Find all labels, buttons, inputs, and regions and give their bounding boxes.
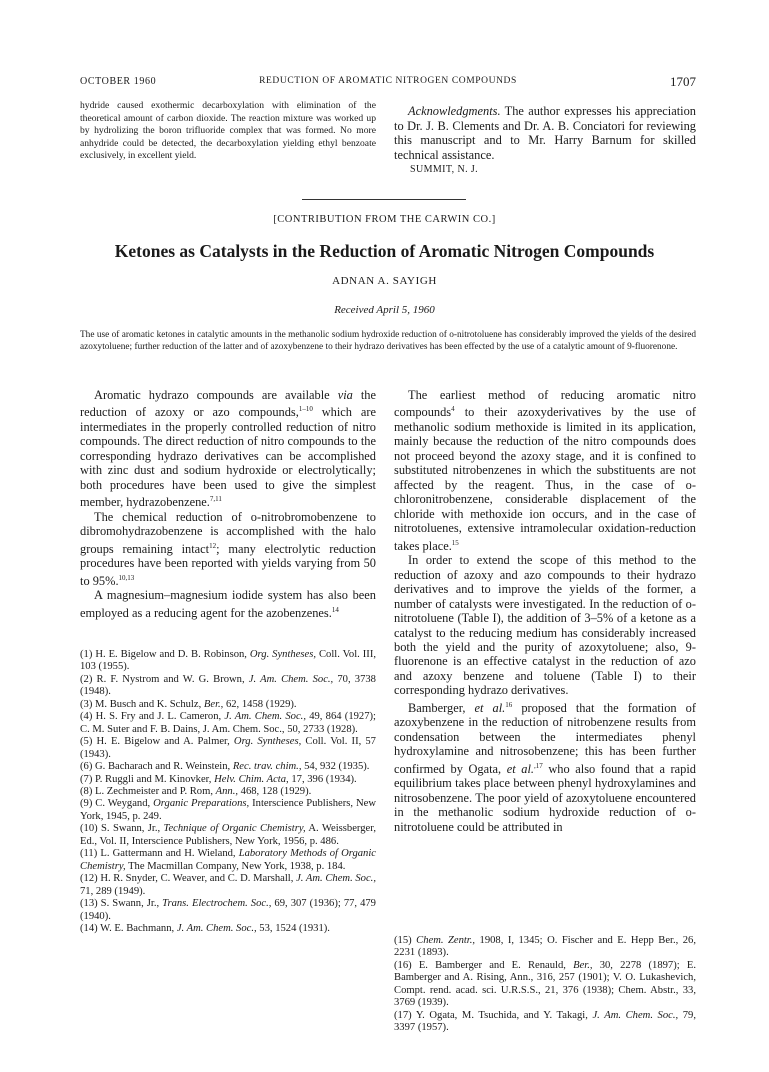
acknowledgments-label: Acknowledgments. [408, 104, 501, 118]
reference-item: (17) Y. Ogata, M. Tsuchida, and Y. Takagi, J. Am. Chem. Soc., 79, 3397 (1957). [394, 1009, 696, 1034]
references-right [394, 935, 696, 1035]
reference-item: (6) G. Bacharach and R. Weinstein, Rec. trav. chim., 54, 932 (1935). [80, 761, 370, 773]
reference-item: (11) L. Gattermann and H. Wieland, Laboratory Methods of Organic Chemistry, The Macmillan Company, New York, 1938, p. 184. [80, 848, 376, 872]
header-title: REDUCTION OF AROMATIC NITROGEN COMPOUNDS [259, 76, 517, 86]
received-date: Received April 5, 1960 [334, 304, 435, 316]
reference-item: (8) L. Zechmeister and P. Rom, Ann., 468, 128 (1929). [80, 785, 312, 797]
body-paragraph: A magnesium–magnesium iodide system has also been employed as a reducing agent for the azobenzenes.$^{14}$ [80, 588, 376, 620]
reference-item: (4) H. S. Fry and J. L. Cameron, J. Am. Chem. Soc., 49, 864 (1927); C. M. Suter and F. B. Dains, J. Am. Chem. Soc., 50, 2733 (1928). [80, 711, 376, 735]
reference-item: (10) S. Swann, Jr., Technique of Organic Chemistry, A. Weissberger, Ed., Vol. II, Interscience Publishers, New York, 1956, p. 486. [80, 823, 376, 847]
prev-article-paragraph: hydride caused exothermic decarboxylation with elimination of the theoretical amount of carbon dioxide. The reaction mixture was worked up by hydrolizing the boron trifluoride complex that was formed. No more anhydride could be detected, the decarboxylation yielding ethyl benzoate exclusively, in excellent yield. [80, 100, 376, 162]
body-paragraph: In order to extend the scope of this method to the reduction of azoxy and azo compounds to their hydrazo derivatives and to improve the yields of the former, a number of catalysts were investigated. In the reduction of o-nitrotoluene (Table I), the addition of 3–5% of a ketone as a catalyst to the reducing medium has considerably increased both the yield and the purity of azoxytoluene; also, 9-fluorenone is an effective catalyst in the reduction of azo and azoxy benzene and toluene (Table I) to their corresponding hydrazo derivatives. [394, 553, 696, 698]
acknowledgments [394, 104, 696, 175]
reference-item: (14) W. E. Bachmann, J. Am. Chem. Soc., 53, 1524 (1931). [80, 922, 330, 934]
reference-item: (15) Chem. Zentr., 1908, I, 1345; O. Fischer and E. Hepp Ber., 26, 2231 (1893). [394, 935, 697, 959]
header-date: OCTOBER 1960 [80, 76, 157, 87]
acknowledgments-text: The author expresses his appreciation to Dr. J. B. Clements and Dr. A. B. Conciatori for reviewing this manuscript and to Mr. Harry Barnum for skilled technical assistance. [394, 104, 696, 162]
body-paragraph: The earliest method of reducing aromatic nitro compounds$^4$ to their azoxyderivatives by the use of methanolic sodium methoxide is limited in its application, mainly because the reduction of the nitro compounds does not proceed beyond the azoxy stage, and it is confined to substituted nitrobenzenes in which the substituents are not affected by the reagent. Thus, in the case of o-chloronitrobenzene, considerable displacement of the chloride with methoxide ion occurs, and in the case of nitrotoluenes, extensive intramolecular oxidation-reduction takes place.$^{15}$ [394, 388, 696, 553]
contribution-line: [CONTRIBUTION FROM THE CARWIN CO.] [273, 214, 496, 225]
reference-item: (13) S. Swann, Jr., Trans. Electrochem. Soc., 69, 307 (1936); 77, 479 (1940). [80, 898, 376, 922]
right-column-body [394, 388, 696, 834]
article-title: Ketones as Catalysts in the Reduction of Aromatic Nitrogen Compounds [114, 241, 655, 261]
reference-item: (7) P. Ruggli and M. Kinovker, Helv. Chim. Acta, 17, 396 (1934). [80, 773, 357, 785]
body-paragraph: Aromatic hydrazo compounds are available via the reduction of azoxy or azo compounds,$^{1-10}$ which are intermediates in the properly controlled reduction of nitro compounds. The direct reduction of nitro compounds to the corresponding hydrazo derivatives can be accomplished with zinc dust and sodium hydroxide or electrolytically; both procedures have been used to give the simplest member, hydrazobenzene.$^{7,11}$ [80, 388, 376, 510]
reference-item: (5) H. E. Bigelow and A. Palmer, Org. Syntheses, Coll. Vol. II, 57 (1943). [80, 736, 376, 760]
page-number: 1707 [670, 74, 696, 89]
body-paragraph: The chemical reduction of o-nitrobromobenzene to dibromohydrazobenzene is accomplished with the halo groups remaining intact$^{12}$; many electrolytic reduction procedures have been reported with yields varying from 50 to 95%.$^{10,13}$ [80, 509, 376, 588]
prev-article-text [80, 100, 376, 163]
body-paragraph: Bamberger, et al.$^{16}$ proposed that the formation of azoxybenzene in the reduction of nitrobenzene results from condensation between the intermediates phenyl hydroxylamine and nitrosobenzene; this has been further confirmed by Ogata, et al.$^{,17}$ who also found that a rapid equilibrium takes place between phenyl hydroxylamines and nitrosobenzene. The poor yield of azoxytoluene encountered in the methanolic sodium hydroxide reduction of o-nitrotoluene could be attributed in [394, 700, 697, 834]
left-column-body [80, 388, 376, 620]
running-header [80, 76, 696, 90]
reference-item: (2) R. F. Nystrom and W. G. Brown, J. Am. Chem. Soc., 70, 3738 (1948). [80, 673, 376, 698]
reference-item: (12) H. R. Snyder, C. Weaver, and C. D. Marshall, J. Am. Chem. Soc., 71, 289 (1949). [80, 873, 376, 897]
reference-item: (16) E. Bamberger and E. Renauld, Ber., 30, 2278 (1897); E. Bamberger and A. Rising, Ann., 316, 257 (1901); V. O. Lukashevich, Compt. rend. acad. sci. U.R.S.S., 21, 376 (1938); Chem. Abstr., 33, 3769 (1939). [394, 959, 696, 1009]
reference-item: (9) C. Weygand, Organic Preparations, Interscience Publishers, New York, 1945, p. 249. [80, 798, 377, 822]
article-author: ADNAN A. SAYIGH [332, 275, 437, 287]
reference-item: (1) H. E. Bigelow and D. B. Robinson, Org. Syntheses, Coll. Vol. III, 103 (1955). [80, 649, 376, 673]
section-divider [302, 199, 466, 200]
references-left [80, 649, 376, 935]
reference-item: (3) M. Busch and K. Schulz, Ber., 62, 1458 (1929). [80, 698, 297, 710]
author-location: SUMMIT, N. J. [410, 164, 479, 176]
abstract: The use of aromatic ketones in catalytic amounts in the methanolic sodium hydroxide reduction of o-nitrotoluene has considerably improved the yields of the desired azoxytoluene; further reduction of the latter and of azoxybenzene to their hydrazo derivatives has been effected by the use of a catalytic amount of 9-fluorenone. [80, 330, 696, 352]
acknowledgments-paragraph [394, 104, 696, 162]
